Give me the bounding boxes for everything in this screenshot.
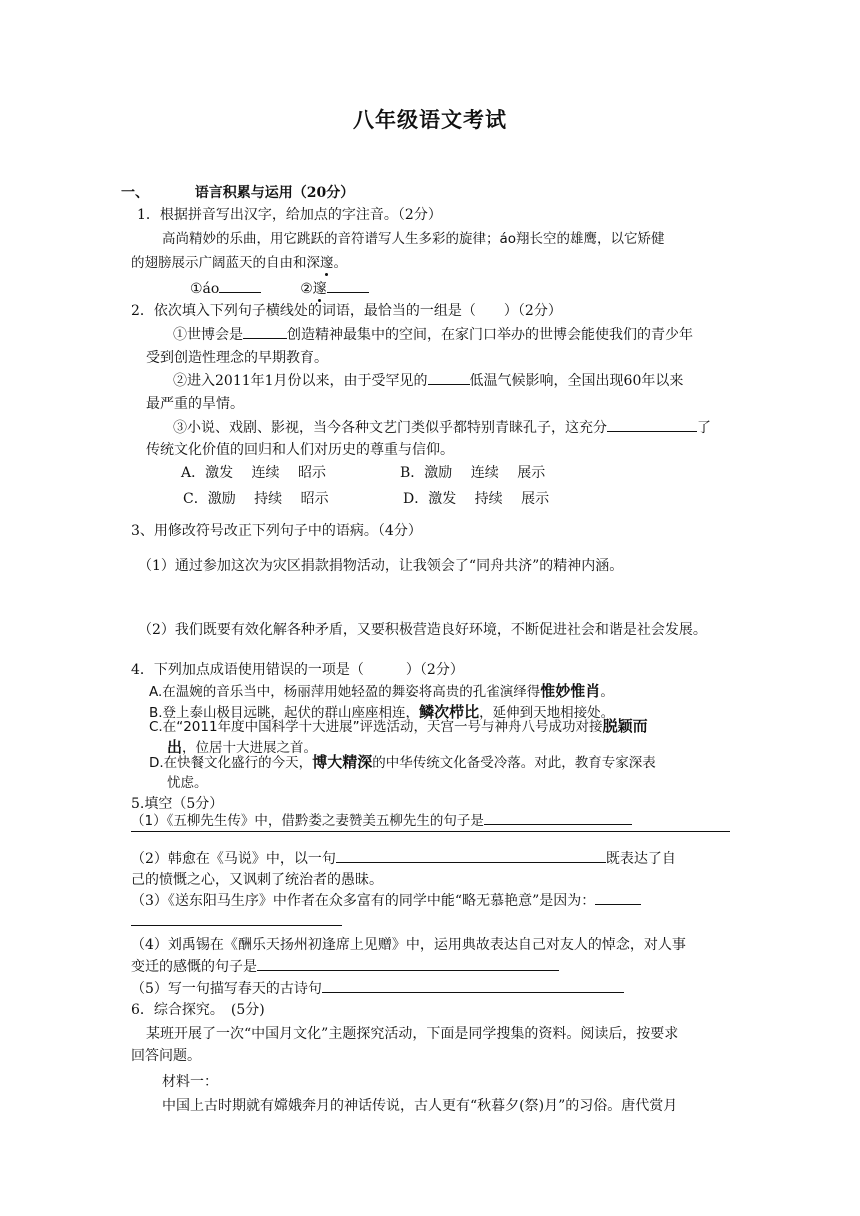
q1-passage-text: 的翅膀展示广阔蓝天的自由和深: [131, 255, 320, 271]
q5-item4-text: 变迁的感慨的句子是: [131, 959, 257, 975]
q1-answer-row: [190, 278, 369, 299]
dotted-char: 邃: [320, 255, 334, 271]
q1-passage-line2: [131, 253, 347, 273]
q5-item5: [131, 978, 624, 999]
q4-c-end: ，位居十大进展之首。: [182, 740, 318, 756]
q3-sentence1: （1）通过参加这次为灾区捐款捐物活动，让我领会了“同舟共济”的精神内涵。: [138, 558, 624, 574]
q5-blank4[interactable]: [257, 956, 559, 971]
section-title: 语言积累与运用（20分）: [194, 185, 355, 201]
q5-blank1[interactable]: [484, 810, 632, 825]
q4-c-idiom-end: 出: [167, 738, 183, 756]
q2-s1-pre: ①世博会是: [173, 327, 243, 343]
q1-passage-line1: 高尚精妙的乐曲，用它跳跃的音符谱写人生多彩的旋律；áo翔长空的雄鹰，以它矫健: [162, 231, 665, 247]
q5-blank1-cont[interactable]: [131, 831, 730, 832]
q2-blank3[interactable]: [607, 417, 697, 432]
q3-stem: 3、用修改符号改正下列句子中的语病。（4分）: [131, 523, 422, 539]
q4-b-idiom: 鳞次栉比: [419, 703, 480, 721]
q5-item1: [131, 810, 632, 831]
q2-sentence3b: 传统文化价值的回归和人们对历史的尊重与信仰。: [146, 442, 454, 458]
q1-stem: 1．根据拼音写出汉字，给加点的字注音。（2分）: [137, 207, 442, 223]
q4-option-d: [149, 752, 656, 773]
q2-s3-pre: ③小说、戏剧、影视，当今各种文艺门类似乎都特别青睐孔子，这充分: [173, 420, 607, 436]
q2-s3-post: 了: [697, 420, 711, 436]
q2-s1-post: 创造精神最集中的空间，在家门口举办的世博会能使我们的青少年: [287, 327, 693, 343]
q1-item2-label: ②: [300, 281, 313, 297]
q4-option-c: [149, 716, 648, 737]
q4-option-a: [149, 681, 614, 702]
q4-d-end: 的中华传统文化备受冷落。对此，教育专家深表: [372, 755, 656, 771]
section-number: 一、: [121, 185, 149, 201]
q1-item1-label: ①áo: [190, 281, 220, 297]
q4-c-idiom: 脱颖而: [602, 717, 648, 735]
section-heading: [121, 183, 354, 203]
q5-blank5[interactable]: [322, 978, 624, 993]
q2-s2-pre: ②进入2011年1月份以来，由于受罕见的: [173, 373, 428, 389]
q2-sentence1b: 受到创造性理念的早期教育。: [146, 350, 328, 366]
q4-c-text: C.在“2011年度中国科学十大进展”评选活动，天宫一号与神舟八号成功对接: [149, 719, 603, 735]
q5-blank3[interactable]: [595, 890, 641, 905]
q4-d-idiom: 博大精深: [312, 753, 373, 771]
q2-sentence2b: 最严重的旱情。: [146, 396, 244, 412]
q4-b-text: B.登上泰山极目远眺，起伏的群山座座相连，: [149, 705, 420, 721]
q5-item2-cont: 己的愤慨之心，又讽刺了统治者的愚昧。: [131, 872, 383, 888]
exam-title: 八年级语文考试: [353, 107, 507, 132]
q2-sentence1a: [173, 324, 693, 345]
q5-item1-text: （1）《五柳先生传》中，借黔娄之妻赞美五柳先生的句子是: [131, 813, 484, 829]
q4-a-text: A.在温婉的音乐当中，杨丽萍用她轻盈的舞姿将高贵的孔雀演绎得: [149, 684, 541, 700]
q4-a-idiom: 惟妙惟肖: [540, 682, 601, 700]
q2-blank2[interactable]: [428, 370, 470, 385]
q2-option-c: C．激励 持续 昭示: [183, 491, 329, 507]
q2-option-a: A．激发 连续 昭示: [181, 465, 327, 481]
q5-item2-text: （2）韩愈在《马说》中，以一句: [131, 851, 336, 867]
q5-item4: （4）刘禹锡在《酬乐天扬州初逢席上见赠》中，运用典故表达自己对友人的悼念，对人事: [131, 937, 686, 953]
q4-stem: 4．下列加点成语使用错误的一项是（ ）（2分）: [131, 662, 464, 678]
q6-intro-line2: 回答问题。: [131, 1048, 201, 1064]
q2-option-b: B．激励 连续 展示: [400, 465, 546, 481]
q5-item5-text: （5）写一句描写春天的古诗句: [131, 981, 322, 997]
dotted-char: 邃: [312, 281, 327, 297]
q5-item2: [131, 848, 676, 869]
q6-stem: 6．综合探究。 (5分): [131, 1002, 265, 1018]
q2-option-d: D．激发 持续 展示: [403, 491, 550, 507]
q5-item3: [131, 890, 641, 911]
q5-blank3-cont[interactable]: [131, 925, 342, 926]
q5-blank2[interactable]: [336, 848, 606, 863]
q3-sentence2: （2）我们既要有效化解各种矛盾，又要积极营造良好环境，不断促进社会和谐是社会发展。: [138, 622, 707, 638]
q2-stem: 2．依次填入下列句子横线处的词语，最恰当的一组是（ ）（2分）: [131, 303, 562, 319]
q2-blank1[interactable]: [243, 324, 287, 339]
q2-sentence2a: [173, 370, 683, 391]
q5-item3-text: （3）《送东阳马生序》中作者在众多富有的同学中能“略无慕艳意”是因为：: [131, 893, 596, 909]
q5-item2-post: 既表达了自: [605, 851, 676, 867]
q4-b-end: ，延伸到天地相接处。: [479, 705, 615, 721]
q6-material-text: 中国上古时期就有嫦娥奔月的神话传说，古人更有“秋暮夕(祭)月”的习俗。唐代赏月: [162, 1098, 678, 1114]
q1-item2-blank[interactable]: [327, 278, 369, 293]
q2-sentence3a: [173, 417, 711, 438]
q6-intro-line1: 某班开展了一次“中国月文化”主题探究活动，下面是同学搜集的资料。阅读后，按要求: [146, 1026, 679, 1042]
q5-stem: 5.填空（5分）: [131, 796, 224, 812]
q1-passage-end: 。: [333, 255, 347, 271]
q4-option-d-cont: 忧虑。: [167, 775, 208, 791]
q4-d-text: D.在快餐文化盛行的今天，: [149, 755, 313, 771]
q6-material-label: 材料一：: [162, 1074, 218, 1090]
q2-s2-post: 低温气候影响，全国出现60年以来: [469, 373, 684, 389]
q1-item1-blank[interactable]: [219, 278, 261, 293]
q4-a-end: 。: [600, 684, 614, 700]
q5-item4-cont: [131, 956, 559, 977]
